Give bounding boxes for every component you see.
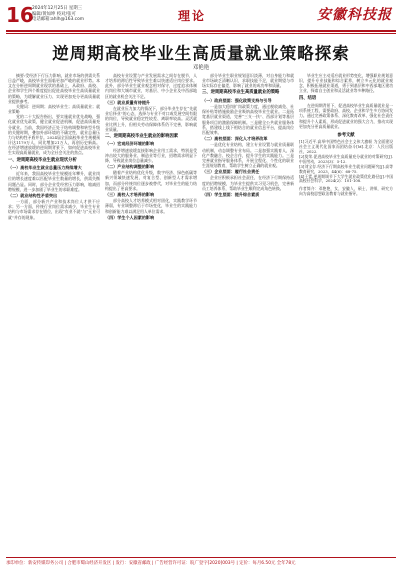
reference-item: [3]刘宝存.经济下行期高校毕业生就业问题研究[J].高等教育研究，2023，44(6)：68-75.	[299, 163, 393, 174]
issue-date: 2024年12月25日 星期三	[32, 6, 83, 11]
footer-rule	[6, 557, 396, 558]
column-2	[105, 73, 197, 553]
contact-email: 电话邮箱:ahlh@163.com	[32, 17, 85, 23]
paragraph: 高校专业设置与产业发展需求之间存在脱节，人才培养的滞后性导致毕业生难以快速适应岗位要求。此外，部分毕业生就业观念相对保守，过度追求体制内岗位和大城市就业，对基层、中小企业及中西部地区的就业机会关注不足。	[105, 73, 197, 99]
subsection-heading: （三）企业层面：履行社会责任	[202, 169, 260, 175]
section-heading: 一、逆周期高校毕业生就业现状分析	[8, 157, 77, 163]
editor-line: 编辑/黄如坤 校对/张可	[32, 11, 76, 17]
page-number: 16	[6, 3, 34, 27]
article-title: 逆周期高校毕业生高质量就业策略探索	[52, 44, 350, 63]
subsection-heading: （二）就业结构性矛盾突出	[8, 192, 58, 198]
page-header	[6, 4, 396, 30]
subsection-heading: （一）宏观经济环境的影响	[105, 141, 155, 147]
paragraph: 党的二十大报告指出，要实施就业优先战略，强化就业优先政策，健全就业促进机制，促进高质量充分就业。当前，我国经济正处于结构调整和转型升级的关键时期，叠加外部环境的不确定性，就业总量压力与结构性矛盾并存。2024届全国高校毕业生规模预计达1179万人，同比增加21万人，再创历史新高。在经济增速放缓的逆周期背景下，如何促进高校毕业生实现高质量就业，成为全社会关注的焦点。	[8, 114, 100, 156]
section-heading: 二、逆周期高校毕业生就业的影响因素	[105, 133, 179, 139]
paragraph: 企业应积极承担社会责任，在经济下行期保持适度的招聘规模，为毕业生提供实习见习机会，完善新员工培养体系，帮助毕业生顺利完成角色转换。	[202, 175, 294, 191]
reference-item: [2]莫荣.促进高校毕业生高质量充分就业的对策研究[J].中国劳动，2023(3)：5-12.	[299, 153, 393, 164]
paragraph: 毕业生应主动适应就业形势变化，增强职业规划意识，提升专业技能和综合素养，树立多元化的就业观念，积极拓展就业渠道，勇于到基层和中西部地区建功立业，探索自主创业和灵活就业等多种路径。	[299, 73, 393, 94]
section-title: 理论	[178, 9, 207, 23]
paragraph: 部分毕业生职业规划意识淡薄，对自身能力和就业市场缺乏清晰认识，求职技能不足，就业期望与市场实际存在偏差，影响了就业的成功率和质量。	[202, 73, 294, 89]
keywords: 关键词：逆周期；高校毕业生；高质量就业；就业策略	[8, 103, 100, 115]
section-heading: 四、结语	[299, 95, 317, 101]
references-title: 参考文献	[337, 132, 355, 138]
subsection-heading: （三）高校人才培养的影响	[105, 191, 155, 197]
paragraph: 在逆周期背景下，促进高校毕业生高质量就业是一项系统工程，需要政府、高校、企业和学生多方协同发力。通过完善政策体系、深化教育改革、强化社会责任和提升个人素质，形成促进就业的强大合力，推动实现更加充分更高质量就业。	[299, 103, 393, 129]
header-rule	[6, 30, 396, 32]
subsection-heading: （四）学生层面：提升综合素质	[202, 191, 260, 197]
references	[299, 133, 393, 185]
reference-item: [4]王霆.逆周期调节下大学生就业政策优化路径[J].中国高校社会科学，2024(2)：101-108.	[299, 173, 393, 184]
author-bio: 作者简介：邓艳艳，女，安徽人，硕士，讲师，研究方向为高校思想政治教育与就业指导。	[299, 186, 393, 197]
column-1	[8, 73, 100, 553]
issue-meta	[32, 6, 84, 23]
abstract: 摘要:受经济下行压力影响，就业市场的供需关系日益严峻，高校毕业生面临更加严峻的就业形势。本文在分析逆周期就业现状的基础上，从政府、高校、企业和学生四个维度提出促进高校毕业生高质量就业的策略，为缓解就业压力、实现更加充分更高质量就业提供参考。	[8, 73, 100, 104]
paragraph: 一是优化专业结构，建立专业设置与就业质量联动机制，动态调整专业布局。二是加强实践育人，深化产教融合、校企合作，提升学生的实践能力。三是完善就业指导服务体系，开展全程化、个性化的职业生涯规划教育，帮助学生树立正确的就业观。	[202, 142, 294, 169]
subsection-heading: （三）就业质量有待提升	[105, 99, 151, 105]
paragraph: 一方面，部分新兴产业和技术岗位人才供不应求；另一方面，传统行业岗位需求减少，毕业生专业结构与市场需求存在错位，出现“有业不就”与“无业可就”并存的现象。	[8, 199, 100, 220]
paragraph: 经济增速放缓直接影响企业用工需求，特别是受冲击较大的服务业、制造业等行业，招聘需求明显下降，导致就业岗位总量减少。	[105, 147, 197, 163]
paragraph: 部分高校人才培养模式相对固化，实践教学环节薄弱，专业调整滞后于市场变化，毕业生的实践能力和创新能力难以满足用人单位需求。	[105, 198, 197, 214]
subsection-heading: （一）高校毕业生就业总量压力持续增大	[8, 164, 82, 170]
paragraph: 近年来，我国高校毕业生规模连年攀升，就业岗位的增长速度难以匹配毕业生数量的增长，供需失衡问题凸显。同时，部分企业受经营压力影响，缩减招聘规模，进一步加剧了毕业生的求职难度。	[8, 171, 100, 192]
reference-item: [1]习近平.高举中国特色社会主义伟大旗帜 为全面建设社会主义现代化国家而团结奋斗[M].北京：人民出版社，2022.	[299, 139, 393, 155]
subsection-heading: （二）高校层面：深化人才培养改革	[202, 136, 268, 142]
paragraph: 一是加大稳岗扩岗政策力度，通过税收减免、社保补贴等措施鼓励企业吸纳高校毕业生就业。二是拓宽基层就业渠道，完善“三支一扶”、西部计划等基层服务项目的激励保障机制。三是健全公共就业服务体系，搭建线上线下相结合的就业信息平台，提高岗位匹配效率。	[202, 104, 294, 135]
column-4	[299, 73, 393, 553]
section-heading: 三、逆周期高校毕业生高质量就业的策略	[202, 90, 280, 96]
header-rule-thin	[6, 33, 396, 34]
subsection-heading: （二）产业结构调整的影响	[105, 164, 155, 170]
paragraph: 在就业压力加大的情况下，部分毕业生存在“先就业后择业”的心态，选择与专业不对口或发展空间有限的岗位，导致就业稳定性较差、离职率较高。灵活就业比例上升，但相关劳动保障体系仍不完善，影响就业质量。	[105, 106, 197, 132]
column-3	[202, 73, 294, 553]
page-footer: 承印单位：新安传媒印务公司 | 合肥市蜀山经济开发区 | 发行：安徽省邮政 | 广告经营许可证：皖广登字[2020]003号 | 定价：每月6.50元 全年78元	[6, 561, 296, 566]
subsection-heading: （一）政府层面：强化政策支持与引导	[202, 97, 272, 103]
paragraph: 随着产业结构优化升级，数字经济、绿色低碳等新兴领域快速发展，对复合型、创新型人才需求增加，而部分传统岗位逐步被替代，对毕业生的能力结构提出了更高要求。	[105, 170, 197, 191]
newspaper-masthead: 安徽科技报	[317, 7, 392, 23]
subsection-heading: （四）学生个人因素的影响	[105, 214, 155, 220]
article-author: 邓艳艳	[192, 65, 210, 71]
